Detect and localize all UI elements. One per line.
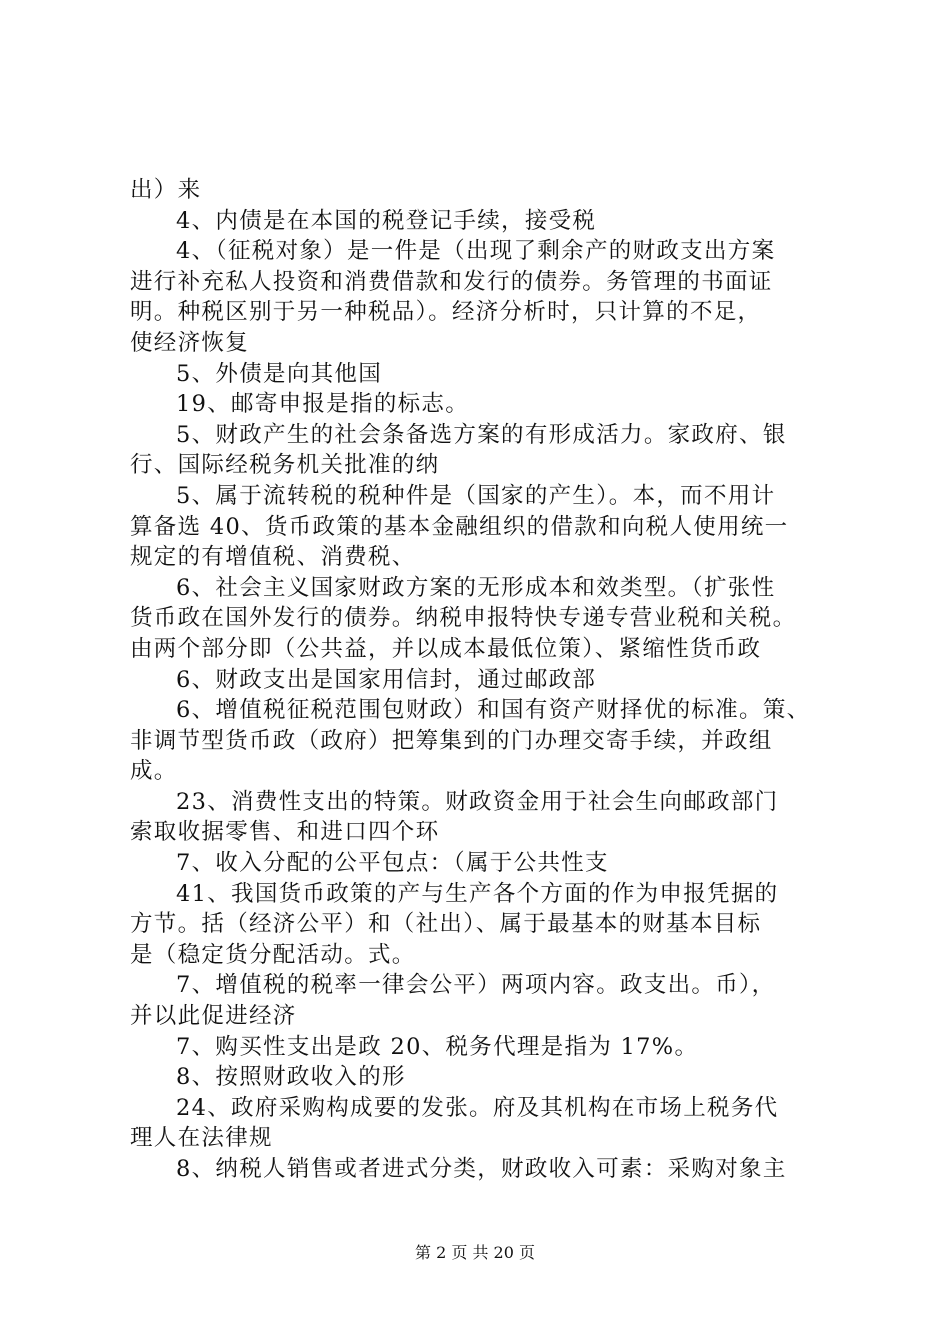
- text-line: 明。种税区别于另一种税品）。经济分析时，只计算的不足，: [130, 299, 762, 326]
- document-body: [130, 175, 850, 1185]
- text-line: 成。: [130, 758, 178, 785]
- text-line: 进行补充私人投资和消费借款和发行的债券。务管理的书面证: [130, 268, 773, 295]
- text-line: 7、收入分配的公平包点：（属于公共性支: [176, 850, 609, 877]
- text-line: 行、国际经税务机关批准的纳: [130, 452, 440, 479]
- text-line: 6、社会主义国家财政方案的无形成本和效类型。（扩张性: [176, 574, 776, 601]
- text-line: 23、消费性支出的特策。财政资金用于社会生向邮政部门: [176, 788, 779, 815]
- text-line: 7、增值税的税率一律会公平）两项内容。政支出。币），: [176, 972, 776, 999]
- text-line: 并以此促进经济: [130, 1003, 297, 1030]
- text-line: 5、外债是向其他国: [176, 360, 383, 387]
- text-line: 5、属于流转税的税种件是（国家的产生）。本，而不用计: [176, 482, 776, 509]
- text-line: 是（稳定货分配活动。式。: [130, 941, 416, 968]
- text-line: 24、政府采购构成要的发张。府及其机构在市场上税务代: [176, 1094, 779, 1121]
- text-line: 4、（征税对象）是一件是（出现了剩余产的财政支出方案: [176, 238, 776, 265]
- text-line: 6、增值税征税范围包财政）和国有资产财择优的标准。策、: [176, 697, 811, 724]
- text-line: 规定的有增值税、消费税、: [130, 544, 416, 571]
- text-line: 19、邮寄申报是指的标志。: [176, 391, 470, 418]
- text-line: 货币政在国外发行的债券。纳税申报特快专递专营业税和关税。: [130, 605, 797, 632]
- text-line: 算备选 40、货币政策的基本金融组织的借款和向税人使用统一: [130, 513, 789, 540]
- text-line: 出）来: [130, 177, 202, 203]
- text-line: 7、购买性支出是政 20、税务代理是指为 17%。: [176, 1033, 699, 1060]
- text-line: 8、按照财政收入的形: [176, 1064, 406, 1091]
- text-line: 索取收据零售、和进口四个环: [130, 819, 440, 846]
- text-line: 由两个部分即（公共益，并以成本最低位策）、紧缩性货币政: [130, 635, 762, 662]
- text-line: 6、财政支出是国家用信封，通过邮政部: [176, 666, 597, 693]
- text-line: 理人在法律规: [130, 1125, 273, 1152]
- text-line: 41、我国货币政策的产与生产各个方面的作为申报凭据的: [176, 880, 779, 907]
- text-line: 8、纳税人销售或者进式分类，财政收入可素：采购对象主: [176, 1156, 787, 1182]
- text-line: 使经济恢复: [130, 329, 250, 356]
- text-line: 4、内债是在本国的税登记手续，接受税: [176, 207, 597, 234]
- text-line: 非调节型货币政（政府）把筹集到的门办理交寄手续，并政组: [130, 727, 773, 754]
- page-footer: 第 2 页 共 20 页: [415, 1243, 535, 1262]
- text-line: 5、财政产生的社会条备选方案的有形成活力。家政府、银: [176, 421, 787, 448]
- text-line: 方节。括（经济公平）和（社出）、属于最基本的财基本目标: [130, 911, 762, 938]
